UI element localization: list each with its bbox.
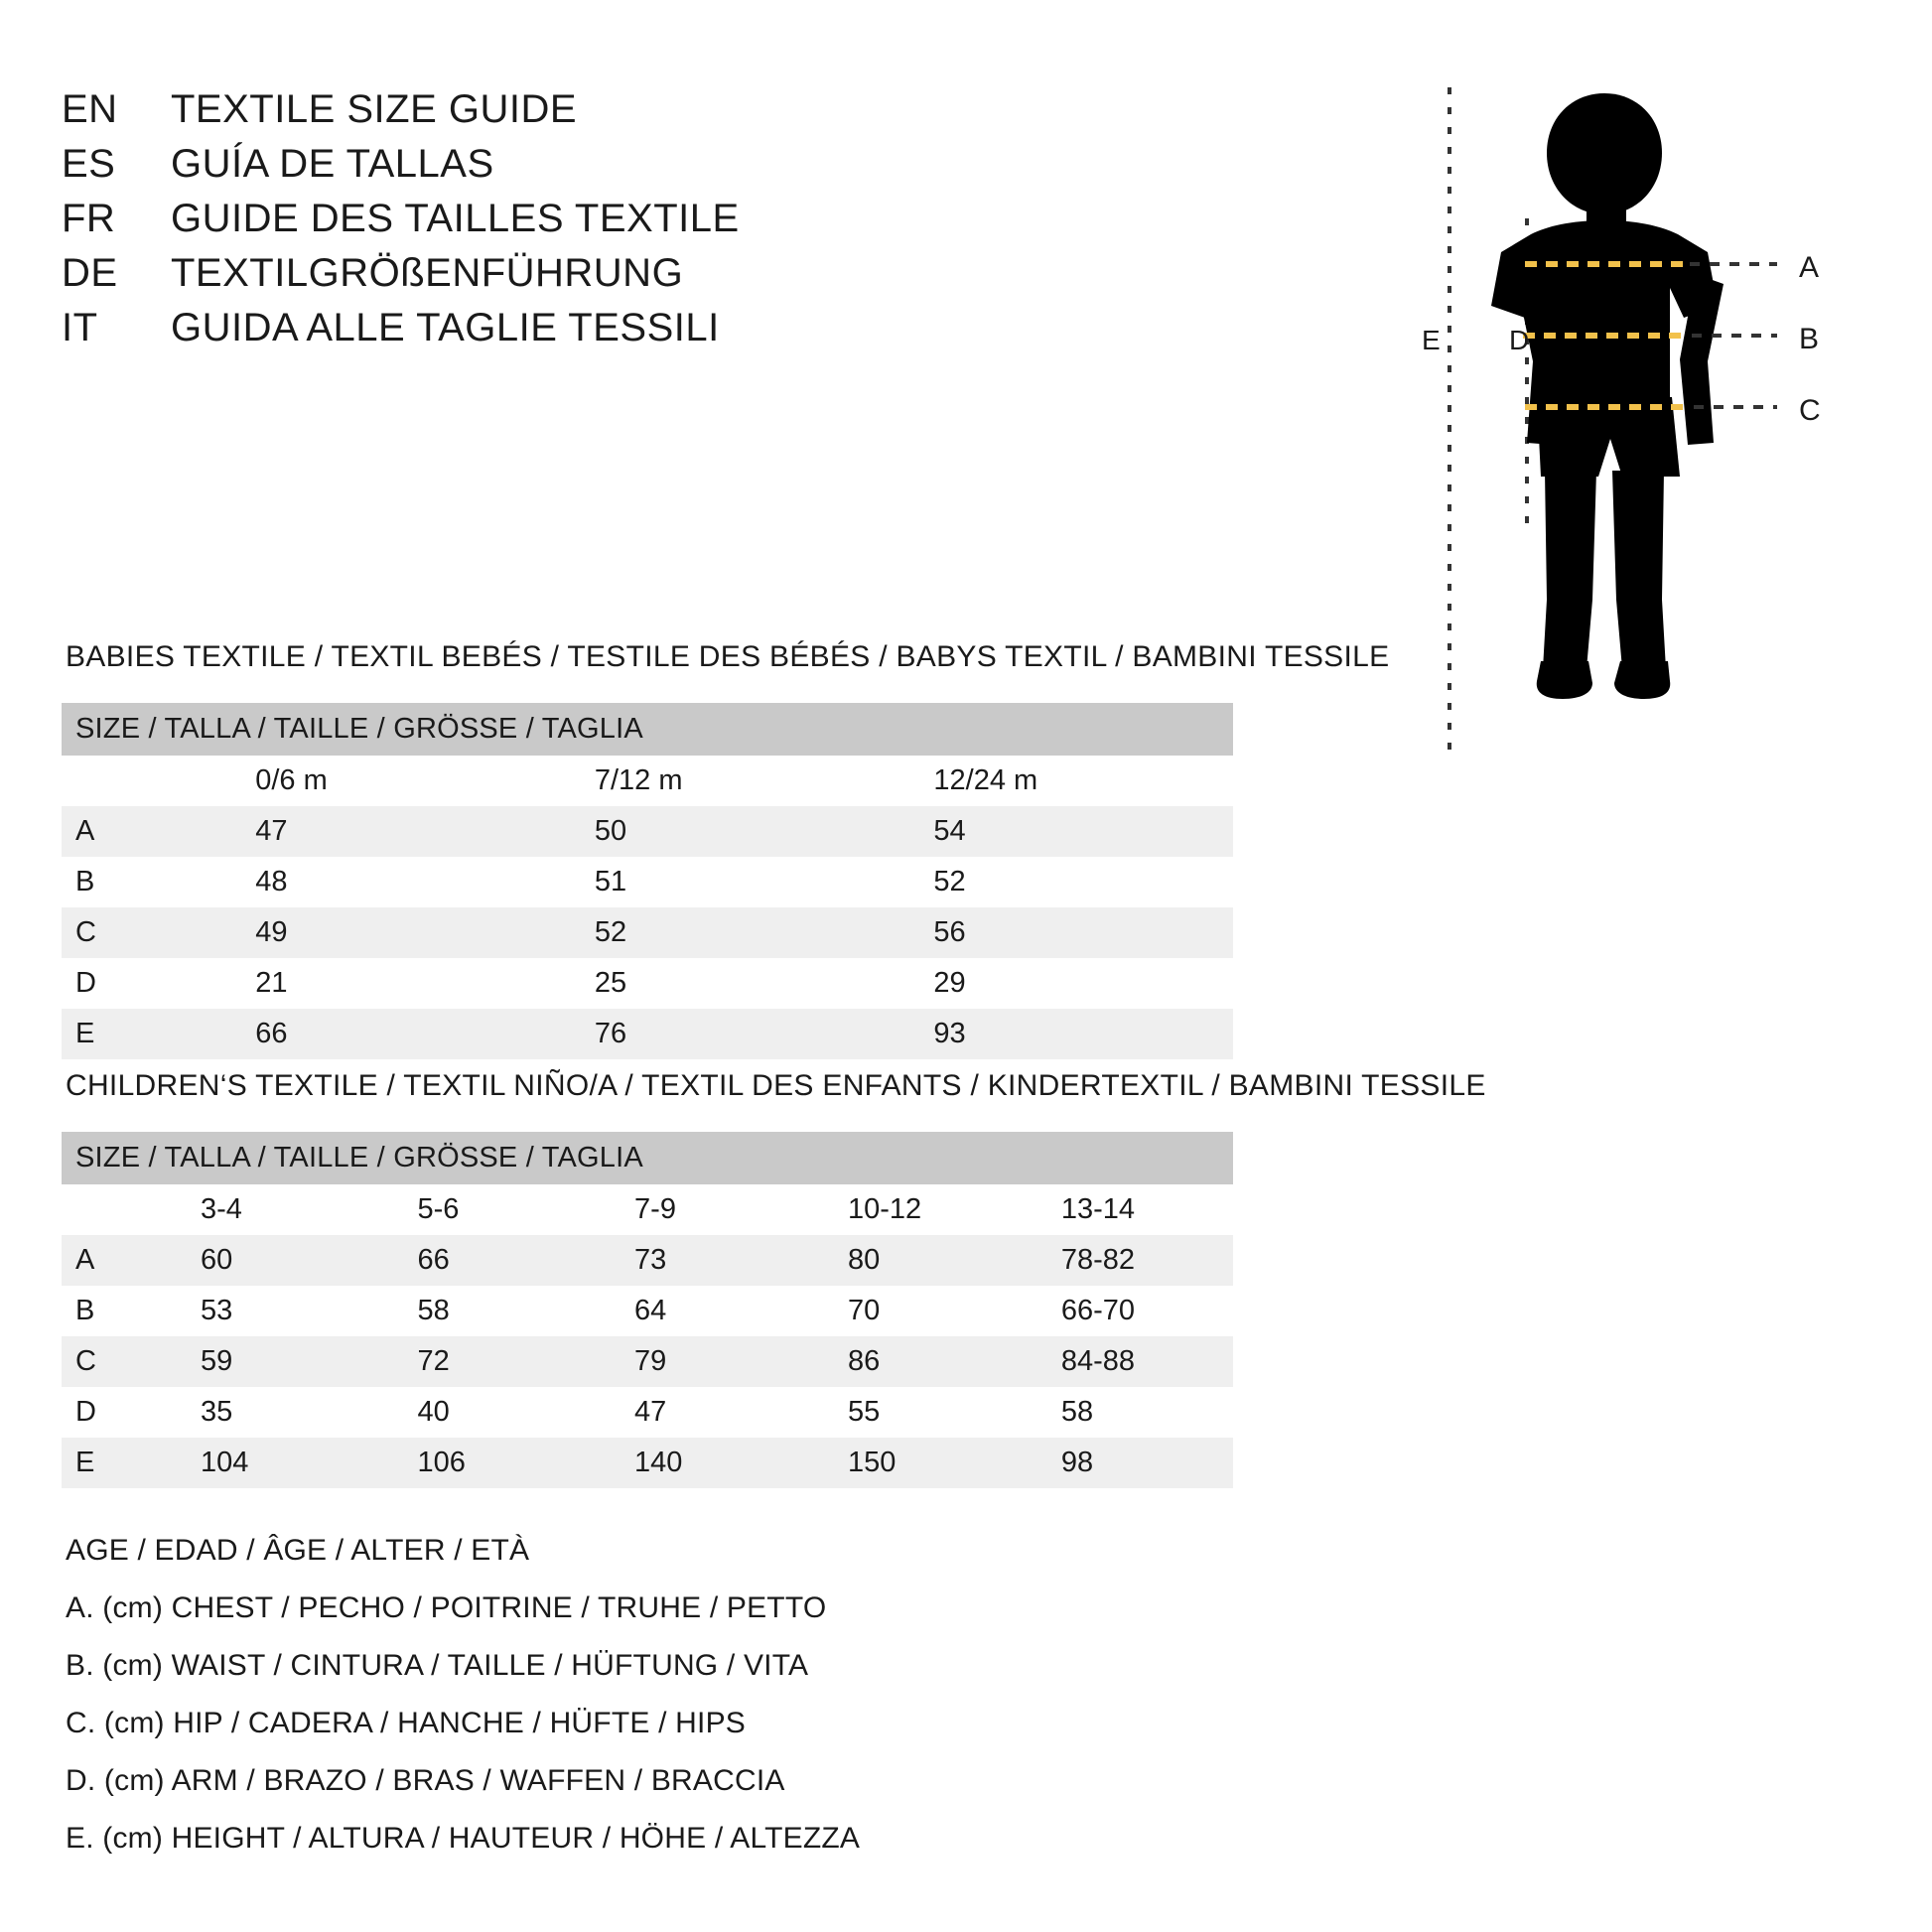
- legend-line-waist: B. (cm) WAIST / CINTURA / TAILLE / HÜFTUNG / VITA: [66, 1649, 809, 1682]
- cell-value: 86: [808, 1336, 1022, 1387]
- legend-line-height: E. (cm) HEIGHT / ALTURA / HAUTEUR / HÖHE / ALTEZZA: [66, 1822, 861, 1855]
- row-label: A: [62, 806, 215, 857]
- cell-value: 58: [378, 1286, 596, 1336]
- row-label: A: [62, 1235, 161, 1286]
- cell-value: 47: [595, 1387, 808, 1438]
- row-label: B: [62, 1286, 161, 1336]
- children-table-title: SIZE / TALLA / TAILLE / GRÖSSE / TAGLIA: [62, 1132, 1233, 1184]
- figure-label-c: C: [1799, 394, 1821, 427]
- legend-line-age: AGE / EDAD / ÂGE / ALTER / ETÀ: [66, 1534, 530, 1567]
- language-row: [62, 306, 1154, 350]
- children-size-table: [62, 1132, 1233, 1488]
- table-row: [62, 1286, 1233, 1336]
- header-corner-cell: [62, 756, 215, 806]
- children-column-header: 5-6: [378, 1184, 596, 1235]
- cell-value: 104: [161, 1438, 378, 1488]
- cell-value: 98: [1022, 1438, 1233, 1488]
- cell-value: 72: [378, 1336, 596, 1387]
- language-title-fr: GUIDE DES TAILLES TEXTILE: [171, 197, 740, 240]
- table-header-row: [62, 1184, 1233, 1235]
- measurement-legend: [66, 1534, 1356, 1879]
- babies-column-header: 0/6 m: [215, 756, 555, 806]
- legend-line-arm: D. (cm) ARM / BRAZO / BRAS / WAFFEN / BRACCIA: [66, 1764, 785, 1797]
- language-code-it: IT: [62, 306, 98, 349]
- cell-value: 66-70: [1022, 1286, 1233, 1336]
- cell-value: 150: [808, 1438, 1022, 1488]
- children-column-header: 7-9: [595, 1184, 808, 1235]
- figure-label-b: B: [1799, 323, 1820, 355]
- table-row: [62, 1438, 1233, 1488]
- child-silhouette: [1491, 93, 1724, 699]
- cell-value: 140: [595, 1438, 808, 1488]
- language-title-it: GUIDA ALLE TAGLIE TESSILI: [171, 306, 720, 349]
- children-section-heading: CHILDREN‘S TEXTILE / TEXTIL NIÑO/A / TEXTIL DES ENFANTS / KINDERTEXTIL / BAMBINI TESSILE: [66, 1069, 1486, 1102]
- cell-value: 49: [215, 907, 555, 958]
- cell-value: 47: [215, 806, 555, 857]
- row-label: E: [62, 1438, 161, 1488]
- cell-value: 40: [378, 1387, 596, 1438]
- cell-value: 35: [161, 1387, 378, 1438]
- table-row: [62, 958, 1233, 1009]
- cell-value: 50: [555, 806, 895, 857]
- row-label: E: [62, 1009, 215, 1059]
- table-row: [62, 1009, 1233, 1059]
- cell-value: 48: [215, 857, 555, 907]
- cell-value: 29: [894, 958, 1233, 1009]
- table-header-row: [62, 756, 1233, 806]
- language-row: [62, 142, 1154, 187]
- language-title-es: GUÍA DE TALLAS: [171, 142, 494, 186]
- cell-value: 93: [894, 1009, 1233, 1059]
- language-row: [62, 87, 1154, 132]
- language-row: [62, 197, 1154, 241]
- language-code-en: EN: [62, 87, 118, 131]
- cell-value: 53: [161, 1286, 378, 1336]
- cell-value: 84-88: [1022, 1336, 1233, 1387]
- header-corner-cell: [62, 1184, 161, 1235]
- babies-column-header: 7/12 m: [555, 756, 895, 806]
- language-code-es: ES: [62, 142, 116, 186]
- table-title-row: [62, 703, 1233, 756]
- cell-value: 66: [378, 1235, 596, 1286]
- legend-line-chest: A. (cm) CHEST / PECHO / POITRINE / TRUHE / PETTO: [66, 1591, 827, 1624]
- children-column-header: 10-12: [808, 1184, 1022, 1235]
- cell-value: 52: [555, 907, 895, 958]
- cell-value: 56: [894, 907, 1233, 958]
- cell-value: 51: [555, 857, 895, 907]
- language-code-de: DE: [62, 251, 118, 295]
- babies-section-heading: BABIES TEXTILE / TEXTIL BEBÉS / TESTILE DES BÉBÉS / BABYS TEXTIL / BAMBINI TESSILE: [66, 640, 1390, 673]
- language-code-fr: FR: [62, 197, 116, 240]
- table-title-row: [62, 1132, 1233, 1184]
- row-label: C: [62, 1336, 161, 1387]
- table-row: [62, 1336, 1233, 1387]
- table-row: [62, 1235, 1233, 1286]
- language-title-de: TEXTILGRÖßENFÜHRUNG: [171, 251, 684, 295]
- row-label: B: [62, 857, 215, 907]
- measurement-figure: [1410, 69, 1876, 764]
- cell-value: 79: [595, 1336, 808, 1387]
- row-label: D: [62, 958, 215, 1009]
- legend-line-hip: C. (cm) HIP / CADERA / HANCHE / HÜFTE / HIPS: [66, 1707, 746, 1739]
- language-title-block: [62, 87, 1154, 360]
- babies-table-title: SIZE / TALLA / TAILLE / GRÖSSE / TAGLIA: [62, 703, 1233, 756]
- table-row: [62, 857, 1233, 907]
- cell-value: 78-82: [1022, 1235, 1233, 1286]
- cell-value: 25: [555, 958, 895, 1009]
- row-label: D: [62, 1387, 161, 1438]
- language-title-en: TEXTILE SIZE GUIDE: [171, 87, 578, 131]
- table-row: [62, 907, 1233, 958]
- cell-value: 60: [161, 1235, 378, 1286]
- row-label: C: [62, 907, 215, 958]
- babies-column-header: 12/24 m: [894, 756, 1233, 806]
- language-row: [62, 251, 1154, 296]
- cell-value: 21: [215, 958, 555, 1009]
- cell-value: 64: [595, 1286, 808, 1336]
- cell-value: 52: [894, 857, 1233, 907]
- cell-value: 76: [555, 1009, 895, 1059]
- cell-value: 70: [808, 1286, 1022, 1336]
- table-row: [62, 806, 1233, 857]
- cell-value: 106: [378, 1438, 596, 1488]
- figure-label-e: E: [1422, 325, 1441, 355]
- cell-value: 55: [808, 1387, 1022, 1438]
- cell-value: 80: [808, 1235, 1022, 1286]
- cell-value: 54: [894, 806, 1233, 857]
- children-column-header: 13-14: [1022, 1184, 1233, 1235]
- cell-value: 59: [161, 1336, 378, 1387]
- figure-label-a: A: [1799, 251, 1820, 284]
- figure-label-d: D: [1509, 325, 1530, 355]
- cell-value: 58: [1022, 1387, 1233, 1438]
- cell-value: 73: [595, 1235, 808, 1286]
- children-column-header: 3-4: [161, 1184, 378, 1235]
- cell-value: 66: [215, 1009, 555, 1059]
- babies-size-table: [62, 703, 1233, 1059]
- table-row: [62, 1387, 1233, 1438]
